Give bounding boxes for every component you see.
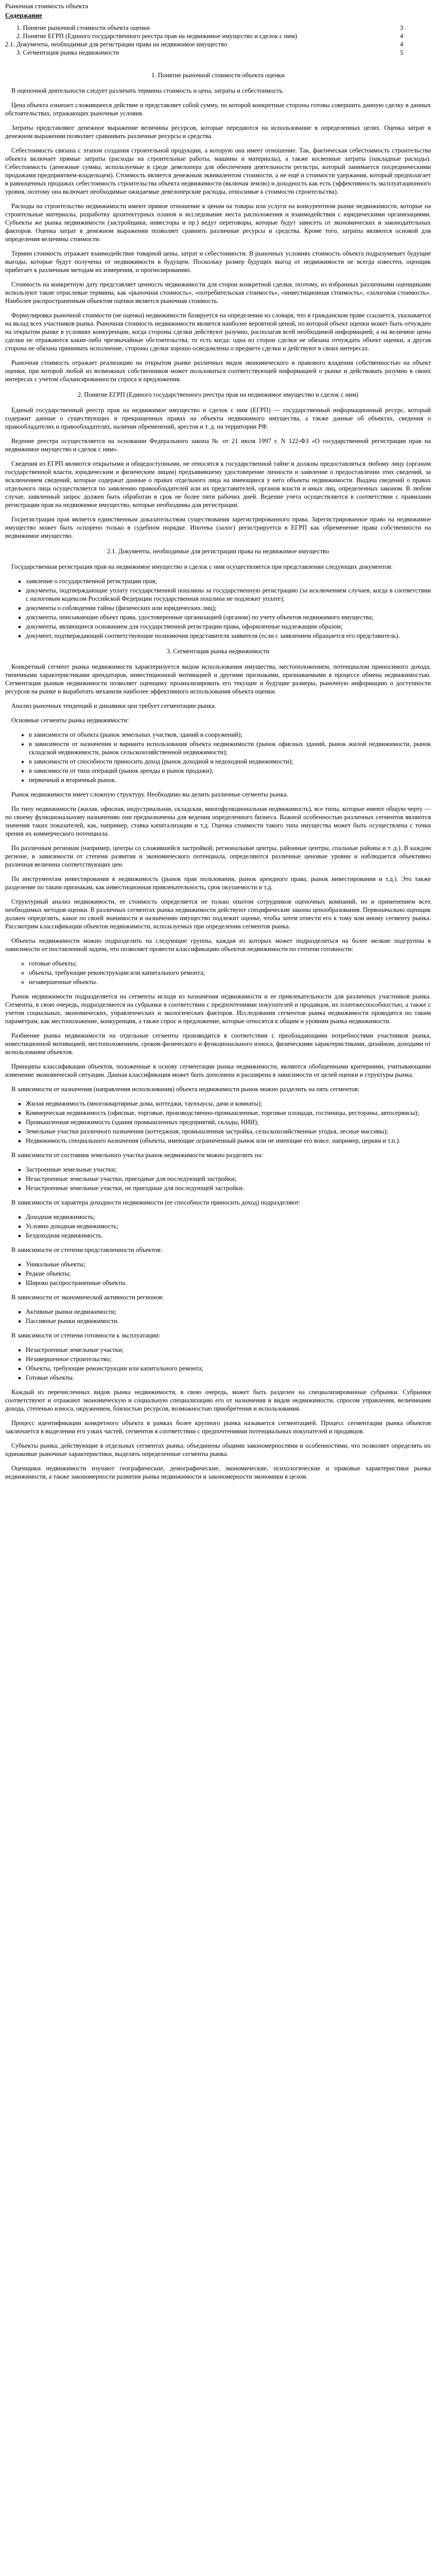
paragraph: В зависимости от состояния земельного участка рынок недвижимости можно разделить на:	[11, 1151, 263, 1159]
toc-item-page: 5	[400, 49, 404, 56]
list-item: ▪ Жилая недвижимость (многоквартирные дома, коттеджи, таунхаусы, дачи и комнаты);	[26, 1099, 431, 1108]
section-2-1-heading: 2.1. Документы, необходимые для регистрации права на недвижимое имущество	[107, 548, 329, 555]
paragraph: По инструментам инвестирования в недвижимость (рынок прав пользования, рынок арендного права, рынок инвестирования и т.д.). Это также разделение по таким признакам, как инвестиционная привлекательность, срок окупаемости и т.д.	[5, 875, 431, 891]
documents-list	[5, 577, 431, 640]
list-item: • в зависимости от типа операций (рынок аренды и рынок продажи);	[29, 767, 431, 775]
list-item: ▪ Недвижимость специального назначения (объекты, имеющие ограниченный рынок или не имеющие его вовсе, например, церкви и т.п.).	[26, 1137, 431, 1145]
list-item: ◦ объекты, требующие реконструкции или капитального ремонта;	[29, 969, 431, 977]
list-item: ▪ Условно доходная недвижимость;	[26, 1222, 431, 1230]
paragraph: Единый государственный реестр прав на недвижимое имущество и сделок с ним (ЕГРП) — государственный информационный ресурс, который содержит данные о существующих и прекращенных правах на объекты недвижимого имущества, а также данные об объектах, сведения о правообладателях и правообладателях, наличии обременений, арестов и т. д. на территории РФ.	[5, 406, 431, 430]
paragraph: Затраты представляют денежное выражение величины ресурсов, которые передаются на использование в определенных целях. Оценка затрат в денежном выражении позволяет сравнивать различные ресурсы и средства.	[5, 124, 431, 140]
list-item: ▪ Широко распространенные объекты.	[26, 1279, 431, 1287]
paragraph: В зависимости от экономической активности регионов:	[11, 1294, 164, 1301]
paragraph: Рынок недвижимости имеет сложную структуру. Необходимо вы делить различные сегменты рынка.	[11, 791, 288, 798]
segments-list	[5, 731, 431, 784]
paragraph: Рыночная стоимость отражает реализацию на открытом рынке различных видов экономического и правового владения собственностью на объект оценки, при которой любой из возможных собственников может пользоваться соответствующей информацией о рынке и действовать разумно в своих интересах с учетом сбалансированности спроса и предложения.	[5, 359, 431, 383]
paragraph: Каждый из перечисленных видов рынка недвижимости, в свою очередь, может быть разделен на специализированные субрынки. Субрынки соответствуют и отражают экономическую и социальную специализацию его от назначения и видов недвижимости, спросом управления, величинами дохода, степенью износа, окружением, близостью ресурсов, возможностью приобретения и использования.	[5, 1388, 431, 1412]
paragraph: В оценочной деятельности следует различать термины стоимость и цена, затраты и себестоимость.	[11, 87, 284, 94]
table-of-contents	[5, 24, 431, 57]
toc-heading: Содержание	[5, 11, 42, 19]
paragraph: Стоимость на конкретную дату представляет ценность недвижимости для сторон конкретной сделки, поэтому, из избранных различными оценщиками используют такие отраслевые термины, как «рыночная стоимость», «потребительская стоимость», «инвестиционная стоимость», «залоговая стоимость». Наиболее распространенным объектом оценки является рыночная стоимость.	[5, 281, 431, 304]
purpose-list	[5, 1099, 431, 1145]
toc-item-page: 4	[400, 32, 404, 40]
paragraph: Оценщики недвижимости изучают географические, демографические, экономические, психологические и правовые характеристики рынка недвижимости, а также закономерности развития рынка недвижимости и закономерности экономики в целом.	[5, 1465, 431, 1480]
paragraph: Госрегистрация прав является единственным доказательством существования зарегистрированного права. Зарегистрированное право на недвижимое имущество может быть оспорено только в судебном порядке. Ипотека (залог) регистрируется в ЕГРП как обременение права собственности на недвижимое имущество.	[5, 516, 431, 539]
list-item: ▪ Земельные участки различного назначения (коттеджная, промышленная застройка, сельскохозяйственные угодья, лесные массивы);	[26, 1127, 431, 1136]
toc-item-text[interactable]: 1. Понятие рыночной стоимости объекта оценки	[16, 24, 150, 31]
exploitation-list	[5, 1346, 431, 1382]
list-item: • первичный и вторичный рынок.	[29, 776, 431, 784]
list-item: ▪ Незастроенные земельные участки, не пригодные для последующей застройки.	[26, 1184, 431, 1192]
paragraph: Ведение реестра осуществляется на основании Федерального закона № от 21 июля 1997 г. N 122-ФЗ «О государственной регистрации прав на недвижимое имущество и сделок с ним».	[5, 437, 431, 453]
list-item: ▪ Доходная недвижимость;	[26, 1213, 431, 1221]
paragraph: Термин стоимость отражает взаимодействие товарной цены, затрат и себестоимости. В рыночных условиях стоимость объекта подразумевает будущие выгоды, которые будут получены от недвижимости в будущем. Поскольку размер будущих выгод от недвижимости не всегда известен, оценщик прибегает к различным методам их измерения, и прогнозированию.	[5, 250, 431, 274]
paragraph: В зависимости от назначения (направления использования) объекта недвижимости рынок можно разделить на пять сегментов:	[11, 1086, 360, 1093]
paragraph: По различным регионам (например, центры со сложившейся застройкой, региональные центры, районные центры, спальные районы и т. д.). В каждом регионе, в зависимости от степени развития и экономического потенциала, определяются различные ценовые уровни и наблюдается объективно различная величина соответствующих цен.	[5, 844, 431, 868]
paragraph: Цена объекта означает сложившееся действие и представляет собой сумму, по которой конкретные стороны готовы совершить данную сделку в данных обстоятельствах, отражающих рыночные условия.	[5, 101, 431, 117]
list-item: ▪ Застроенные земельные участки;	[26, 1165, 431, 1174]
paragraph: Анализ рыночных тенденций и динамики цен требует сегментации рынка.	[11, 702, 216, 709]
toc-item-text[interactable]: 2.1. Документы, необходимые для регистрации права на недвижимое имущество	[5, 41, 228, 48]
list-item: ▪ Коммерческая недвижимость (офисные, торговые, производственно-промышленные, торговые площади, гостиницы, рестораны, автосервисы);	[26, 1109, 431, 1117]
paragraph: Формулировка рыночной стоимости (не оценка) недвижимости базируется на определении из словаря, что в гражданском праве ссылается, указывается на вклад всех участников рынка. Рыночная стоимость недвижимости является наиболее вероятной ценой, по которой объект оценки может быть отчужден на открытом рынке в условиях конкуренции, когда стороны сделки действуют разумно, располагая всей необходимой информацией, а на величине цены сделки не отражаются какие-либо чрезвычайные обстоятельства, то есть когда: одна из сторон сделки не обязана отчуждать объект оценки, а другая сторона не обязана принимать исполнение, стороны сделки хорошо осведомлены о предмете сделки и действуют в своих интересах.	[5, 312, 431, 352]
paragraph: Себестоимость связана с этапом создания строительной продукции, а которую она имеет отношение. Так, фактическая себестоимость строительства объекта включает прямые затраты (расходы на строительные работы, машины и материалы), а также косвенные затраты (накладные расходы). Себестоимость (денежные суммы, используемые в среде девелопера для обеспечения деятельности регистра, который занимается посредническими продажами предприятием-владельцем). Стоимость является денежным эквивалентом стоимости, а не ещё и стоимости удержания, который предполагает в равноценных продажах себестоимость строительства объекта недвижимости (включая землю) и доходность как есть (эффективность эксплуатационного уровня, поэтому она включает необходимые ожидаемые девелоперские расходы, относимые к стоимости строительства).	[5, 147, 431, 195]
list-item: ◦ незавершенные объекты.	[29, 978, 431, 986]
toc-item[interactable]	[5, 24, 431, 32]
list-item: ▪ Бездоходная недвижимость.	[26, 1231, 431, 1240]
paragraph: В зависимости от степени готовности к эксплуатации:	[11, 1332, 161, 1339]
paragraph: Рынок недвижимости подразделяется на сегменты исходя из назначения недвижимости и ее привлекательности для различных участников рынка. Сегменты, в свою очередь, подразделяются на субрынки в соответствии с предпочтениями покупателей и продавцов, их платежеспособностью, а также с учетом социальных, экономических, управленческих и экологических факторов. Исследования сегментов рынка недвижимости проводятся по таким параметрам, как местоположение, конкуренция, а также спрос и предложение, которые относятся к общим и уровням рынка недвижимости.	[5, 993, 431, 1025]
list-item: • в зависимости от способности приносить доход (рынок доходной и недоходной недвижимости);	[29, 757, 431, 766]
toc-item[interactable]	[5, 32, 431, 40]
list-item: ▪ заявление о государственной регистрации прав;	[26, 577, 431, 585]
list-item: ▪ Уникальные объекты;	[26, 1260, 431, 1268]
toc-item[interactable]	[5, 40, 431, 48]
list-item: • в зависимости от назначения и варианта использования объекта недвижимости (рынок офисных зданий, рынок жилой недвижимости, рынок складской недвижимости, рынок сельскохозяйственной недвижимости);	[29, 740, 431, 756]
section-3-heading: 3. Сегментация рынка недвижимости	[166, 648, 270, 655]
paragraph: В зависимости от характера доходности недвижимости (ее способности приносить доход) подразделяют:	[11, 1199, 301, 1206]
paragraph: Сведения из ЕГРП являются открытыми и общедоступными, не относятся к государственной тайне и должны предоставляться любому лицу (органам государственной власти, юридическим и физическим лицам) предъявившему удостоверение личности и заявление о предоставлении этих сведений, за исключением сведений, которые содержат данные о правах отдельного лица на имеющиеся у него объекты недвижимости. Выдача сведений о правах отдельного лица осуществляется по заявлению правообладателей или их представителей, органов власти и иных лиц, определенных законом. В любом случае, заявленный запрос должен быть обработан в срок не более пяти рабочих дней. Ведение учета осуществляется в соответствии с правилами регистрации прав на недвижимое имущество, которые необходимы для регистрации.	[5, 460, 431, 509]
toc-item-text[interactable]: 2. Понятие ЕГРП (Единого государственного реестра прав на недвижимое имущество и сделок с ним)	[16, 32, 298, 40]
list-item: ◦ готовые объекты;	[29, 959, 431, 968]
list-item: ▪ Активные рынки недвижимости;	[26, 1308, 431, 1316]
section-2-heading: 2. Понятие ЕГРП (Единого государственного реестра прав на недвижимое имущество и сделок с ним)	[77, 391, 359, 398]
paragraph: Процесс идентификации конкретного объекта в рамках более крупного рынка называется сегментацией. Процесс сегментации рынка объектов заключается в выделении его узких частей, сегментов в соответствии с предпочтениями потенциальных покупателей и продавцов.	[5, 1419, 431, 1435]
representation-list	[5, 1260, 431, 1287]
toc-item-page: 4	[400, 41, 404, 48]
list-item: • в зависимости от объекта (рынок земельных участков, зданий и сооружений);	[29, 731, 431, 739]
paragraph: Государственная регистрация прав на недвижимое имущество и сделок с ним осуществляется при представлении следующих документов:	[11, 563, 393, 570]
paragraph: Расходы на строительство недвижимости имеют прямое отношение к ценам на товары или услуги на конкурентном рынке недвижимости, которые на строительные материалы, разработку архитектурных планов и исследование места расположения и взаимодействия с юридическими организациями. Субъекты же рынка недвижимости (застройщики, инвесторы и пр.) ведут переговоры, которые будут зависеть от экономических и законодательных факторов. Оценка затрат в денежном выражении позволяет сравнить различные ресурсы и средства. Кроме того, затраты являются основой для определения величины стоимости.	[5, 202, 431, 243]
paragraph: По типу недвижимости (жилая, офисная, индустриальная, складская, многофункциональная недвижимость), все типы, которые имеют общую черту — по своему функциональному назначению они предназначены для ведения определенного бизнеса. Важной особенностью различных сегментов являются значения таких показателей, как, например, ставка капитализации и т.д. Оценка стоимости такого типа имущества может быть осуществлена с точки зрения их коммерческого потенциала.	[5, 805, 431, 837]
paragraph: В зависимости от степени представленности объектов:	[11, 1246, 162, 1253]
paragraph: Основные сегменты рынка недвижимости:	[11, 717, 129, 724]
list-item: ▪ Объекты, требующие реконструкции или капитального ремонта;	[26, 1364, 431, 1372]
toc-item[interactable]	[5, 48, 431, 57]
section-1-heading: 1. Понятие рыночной стоимости объекта оценки	[151, 72, 285, 79]
document-title: Рыночная стоимость объекта	[5, 2, 89, 10]
list-item: ▪ Промышленная недвижимость (здания промышленных предприятий, склады, НИИ);	[26, 1118, 431, 1126]
list-item: ▪ Незастроенные земельные участки, пригодные для последующей застройки;	[26, 1175, 431, 1183]
list-item: ▪ Незастроенные земельные участки;	[26, 1346, 431, 1354]
income-list	[5, 1213, 431, 1240]
land-list	[5, 1165, 431, 1192]
paragraph: Принципы классификации объектов, положенные в основу сегментации рынка недвижимости, являются обобщенными критериями, учитывающими изменение экономической ситуации. Данная классификация может быть дополнена и расширена в зависимости от целей оценки и структуры рынка.	[5, 1063, 431, 1078]
economic-list	[5, 1308, 431, 1325]
list-item: ▪ Готовые объекты.	[26, 1374, 431, 1382]
list-item: ▪ документы, подтверждающие уплату государственной пошлины за государственную регистрацию (за исключением случаев, когда в соответствии с налоговым кодексом Российской Федерации государственная пошлина не подлежит уплате);	[26, 586, 431, 603]
list-item: ▪ Незавершенное строительство;	[26, 1355, 431, 1363]
paragraph: Структурный анализ недвижимости, ее стоимость определяется не только опытом сотрудников оценочных компаний, но и применением всех необходимых методов оценки. В различных сегментах рынка недвижимости действуют специфические законы ценообразования. Первоначально оценщик должен определить, какое по своей значимости и назначению имущество подлежит оценке, чтобы затем отнести его к тому или иному сегменту рынка. Рассмотрим классификации объектов недвижимости, используемых при определении сегментов рынка.	[5, 898, 431, 930]
readiness-list	[5, 959, 431, 986]
list-item: ▪ документы о соблюдении тайны (физических или юридических лиц);	[26, 604, 431, 612]
toc-item-page: 3	[400, 24, 404, 31]
list-item: ▪ документы, являющиеся основанием для государственной регистрации права, оформленные надлежащим образом;	[26, 622, 431, 631]
list-item: ▪ документ, подтверждающий соответствующие полномочия представителя заявителя (если с заявлением обращается его представитель).	[26, 632, 431, 640]
list-item: ▪ Редкие объекты;	[26, 1269, 431, 1278]
paragraph: Конкретный сегмент рынка недвижимости характеризуется видом использования имущества, местоположением, потенциалом приносимого дохода, типичными характеристиками арендаторов, инвестиционной мотивацией и другими признаками, признаваемыми в процессе обмена недвижимостью. Сегментация рынков недвижимости позволяет оценщику проанализировать его текущие и будущие размеры, рыночную информацию о доступности ресурсов на рынке и выработать механизм наиболее эффективного использования объекта оценки.	[5, 663, 431, 695]
paragraph: Объекты недвижимости можно подразделить на следующие группы, каждая из которых может подразделяться на более мелкие подгруппы в зависимости от поставленной задачи, что позволяет провести классификацию объектов недвижимости по степени готовности:	[5, 937, 431, 953]
list-item: ▪ Пассивные рынки недвижимости.	[26, 1317, 431, 1325]
paragraph: Разбиение рынка недвижимости на отдельные сегменты производится в соответствии с преобладающими потребностями участников рынка, инвестиционной мотивацией, местоположением, сроком физического и функционального износа, физическими характеристиками, дизайном, доходами от использования объектов.	[5, 1032, 431, 1056]
paragraph: Субъекты рынка, действующие в отдельных сегментах рынка, объединены общими закономерностями и особенностями, что позволяет определять их одинаковые рыночные характеристики, выделять определенные сегменты рынка.	[5, 1442, 431, 1458]
list-item: ▪ документы, описывающие объект права, удостоверенные организацией (органом) по учету объектов недвижимого имущества;	[26, 613, 431, 621]
toc-item-text[interactable]: 3. Сегментация рынка недвижимости	[16, 49, 119, 56]
